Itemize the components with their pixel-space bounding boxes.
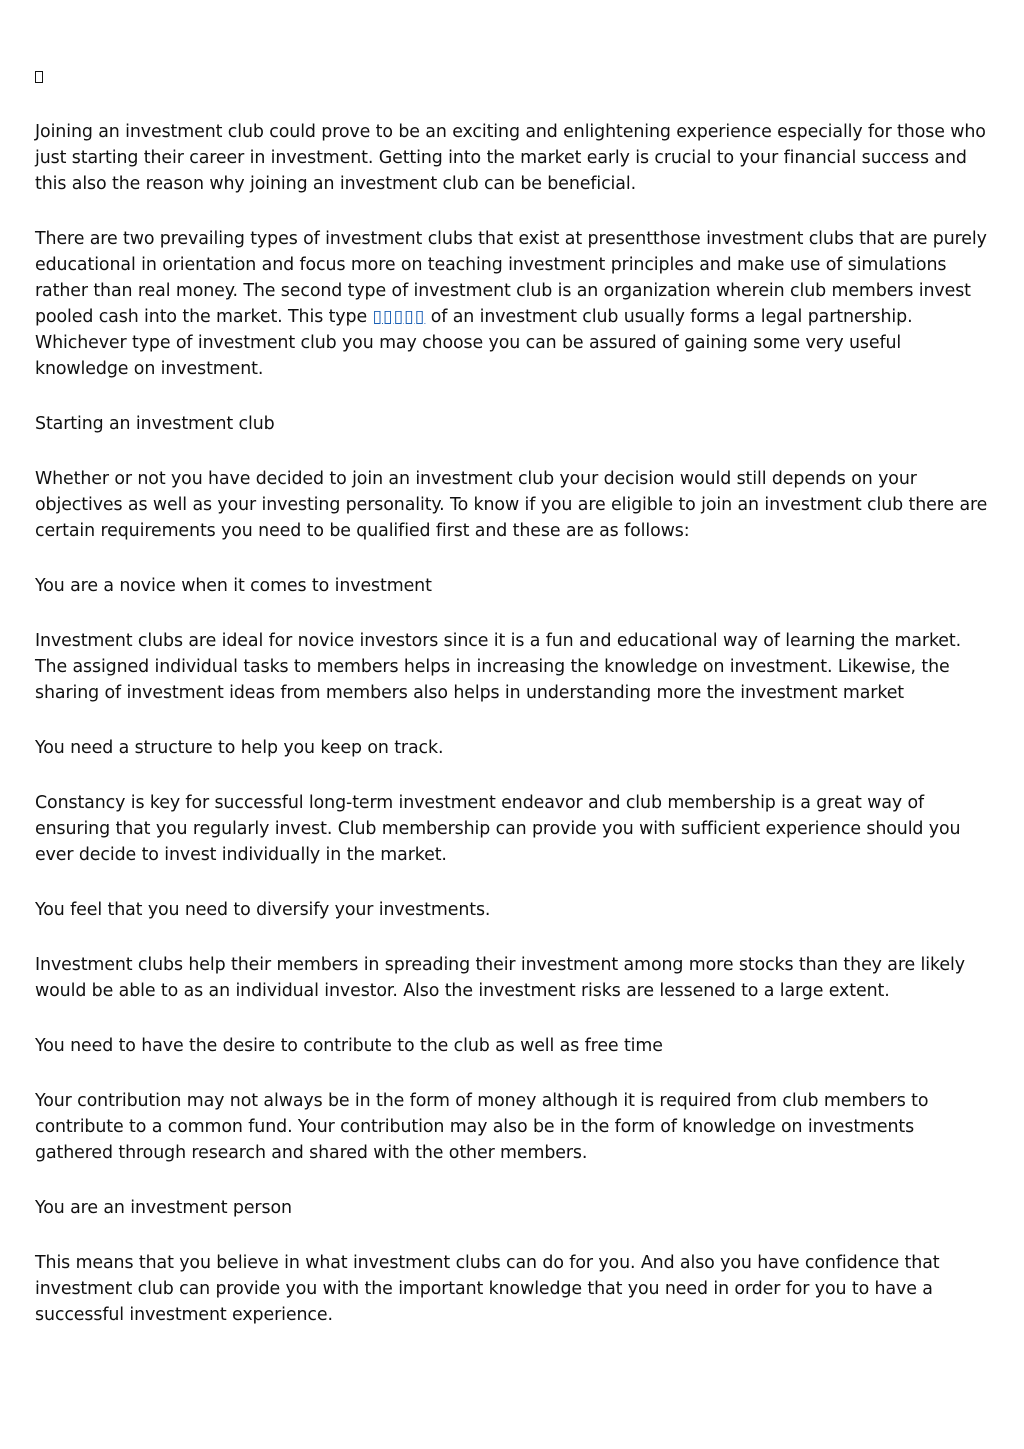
heading-diversify: You feel that you need to diversify your investments. [35, 900, 491, 920]
heading-contribute: You need to have the desire to contribute to the club as well as free time [35, 1036, 663, 1056]
heading-structure: You need a structure to help you keep on track. [35, 738, 444, 758]
paragraph-types-text-after: of an investment club usually forms a legal partnership. Whichever type of investment club you may choose you can be assured of gaining some very useful knowledge on investment. [35, 307, 913, 379]
missing-glyph-icon [35, 60, 995, 90]
paragraph-investment-person: This means that you believe in what investment clubs can do for you. And also you have confidence that investment club can provide you with the important knowledge that you need in order for you to have a successful investment experience. [35, 1253, 940, 1325]
paragraph-structure: Constancy is key for successful long-term investment endeavor and club membership is a great way of ensuring that you regularly invest. Club membership can provide you with sufficient experience should you ever decide to invest individually in the market. [35, 793, 961, 865]
paragraph-novice: Investment clubs are ideal for novice investors since it is a fun and educational way of learning the market. The assigned individual tasks to members helps in increasing the knowledge on investment. Likewise, the sharing of investment ideas from members also helps in understanding more the investment market [35, 631, 962, 703]
paragraph-types [35, 226, 995, 382]
paragraph-intro: Joining an investment club could prove to be an exciting and enlightening experience especially for those who just starting their career in investment. Getting into the market early is crucial to your financial success and this also the reason why joining an investment club can be beneficial. [35, 122, 986, 194]
paragraph-contribute: Your contribution may not always be in the form of money although it is required from club members to contribute to a common fund. Your contribution may also be in the form of knowledge on investments gathered through research and shared with the other members. [35, 1091, 929, 1163]
heading-starting-club: Starting an investment club [35, 414, 275, 434]
glyph-box-icon [35, 71, 43, 83]
document-body [35, 60, 995, 1357]
paragraph-requirements: Whether or not you have decided to join an investment club your decision would still depends on your objectives as well as your investing personality. To know if you are eligible to join an investment club there are certain requirements you need to be qualified first and these are as follows: [35, 469, 988, 541]
heading-investment-person: You are an investment person [35, 1198, 292, 1218]
paragraph-types-text-before: There are two prevailing types of investment clubs that exist at presentthose investment clubs that are purely educational in orientation and focus more on teaching investment principles and make use of simulations rather than real money. The second type of investment club is an organization wherein club members invest pooled cash into the market. This type [35, 229, 987, 327]
paragraph-diversify: Investment clubs help their members in spreading their investment among more stocks than they are likely would be able to as an individual investor. Also the investment risks are lessened to a large extent. [35, 955, 965, 1001]
heading-novice: You are a novice when it comes to investment [35, 576, 432, 596]
inline-link[interactable]: ▯▯▯▯▯ [372, 307, 426, 327]
